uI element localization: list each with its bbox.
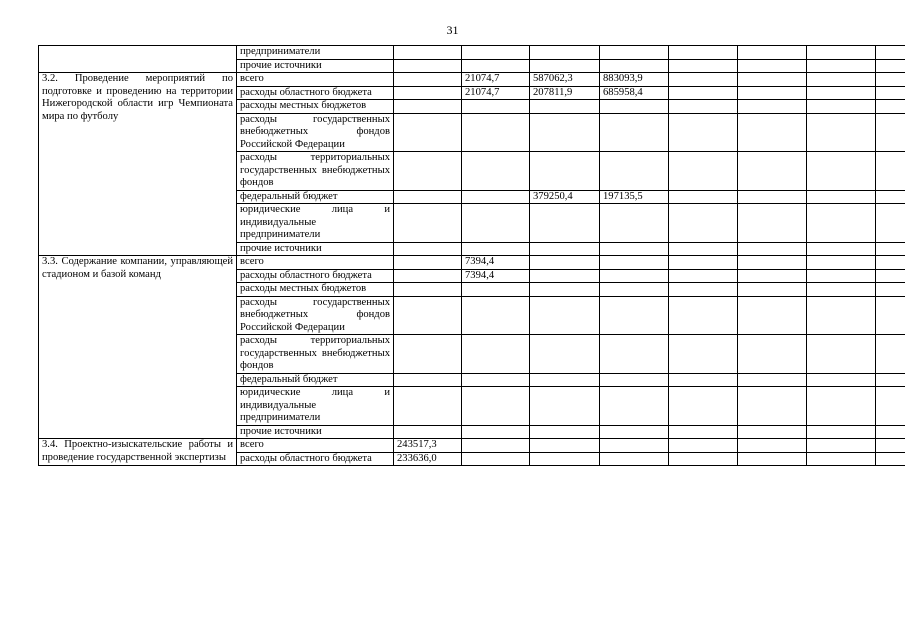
value-cell: [394, 100, 462, 114]
value-cell: [394, 113, 462, 152]
value-cell: [600, 59, 669, 73]
funding-source-cell: расходы местных бюджетов: [237, 100, 394, 114]
budget-table-body: [39, 46, 905, 466]
value-cell: [669, 283, 738, 297]
value-cell: [807, 242, 876, 256]
value-cell: [669, 296, 738, 335]
value-cell: [876, 256, 905, 270]
funding-source-cell: расходы государственных внебюджетных фондов Российской Федерации: [237, 296, 394, 335]
value-cell: [738, 204, 807, 243]
value-cell: 21074,7: [462, 86, 530, 100]
value-cell: [876, 86, 905, 100]
value-cell: [600, 46, 669, 60]
table-row: [39, 256, 905, 270]
activity-cell: 3.4. Проектно-изыскательские работы и проведение государственной экспертизы: [39, 439, 237, 466]
value-cell: [876, 204, 905, 243]
funding-source-cell: юридические лица и индивидуальные предприниматели: [237, 387, 394, 426]
value-cell: [738, 425, 807, 439]
value-cell: 7394,4: [462, 269, 530, 283]
value-cell: [530, 100, 600, 114]
value-cell: [530, 439, 600, 453]
value-cell: [394, 256, 462, 270]
value-cell: [738, 190, 807, 204]
funding-source-cell: расходы государственных внебюджетных фондов Российской Федерации: [237, 113, 394, 152]
value-cell: 207811,9: [530, 86, 600, 100]
value-cell: [807, 269, 876, 283]
funding-source-cell: расходы территориальных государственных внебюджетных фондов: [237, 335, 394, 374]
value-cell: [738, 452, 807, 466]
value-cell: 243517,3: [394, 439, 462, 453]
value-cell: [876, 425, 905, 439]
value-cell: [462, 335, 530, 374]
value-cell: [669, 269, 738, 283]
value-cell: [738, 113, 807, 152]
value-cell: [669, 100, 738, 114]
value-cell: [600, 100, 669, 114]
value-cell: [876, 283, 905, 297]
funding-source-cell: всего: [237, 439, 394, 453]
value-cell: [462, 190, 530, 204]
value-cell: [807, 152, 876, 191]
value-cell: [394, 190, 462, 204]
value-cell: [807, 296, 876, 335]
value-cell: [738, 387, 807, 426]
value-cell: [669, 86, 738, 100]
value-cell: [738, 86, 807, 100]
value-cell: 233636,0: [394, 452, 462, 466]
value-cell: [530, 152, 600, 191]
funding-source-cell: прочие источники: [237, 425, 394, 439]
value-cell: [876, 296, 905, 335]
value-cell: [669, 46, 738, 60]
value-cell: [807, 452, 876, 466]
value-cell: [600, 439, 669, 453]
funding-source-cell: всего: [237, 256, 394, 270]
table-row: [39, 73, 905, 87]
value-cell: [530, 283, 600, 297]
value-cell: [876, 387, 905, 426]
value-cell: [600, 283, 669, 297]
value-cell: [600, 113, 669, 152]
value-cell: [876, 373, 905, 387]
value-cell: [600, 296, 669, 335]
value-cell: 197135,5: [600, 190, 669, 204]
value-cell: [876, 73, 905, 87]
funding-source-cell: расходы областного бюджета: [237, 452, 394, 466]
funding-source-cell: прочие источники: [237, 242, 394, 256]
value-cell: [394, 269, 462, 283]
value-cell: [600, 425, 669, 439]
value-cell: 883093,9: [600, 73, 669, 87]
value-cell: [807, 335, 876, 374]
value-cell: [530, 269, 600, 283]
value-cell: [738, 242, 807, 256]
value-cell: [530, 204, 600, 243]
value-cell: [462, 373, 530, 387]
funding-source-cell: расходы областного бюджета: [237, 269, 394, 283]
value-cell: [600, 452, 669, 466]
value-cell: [807, 283, 876, 297]
value-cell: [738, 269, 807, 283]
value-cell: [876, 439, 905, 453]
value-cell: [876, 100, 905, 114]
value-cell: [394, 242, 462, 256]
value-cell: [462, 242, 530, 256]
value-cell: [738, 73, 807, 87]
value-cell: [876, 113, 905, 152]
value-cell: [738, 439, 807, 453]
value-cell: [530, 113, 600, 152]
value-cell: [807, 100, 876, 114]
value-cell: [394, 335, 462, 374]
funding-source-cell: федеральный бюджет: [237, 373, 394, 387]
budget-table: [38, 45, 905, 466]
value-cell: [600, 256, 669, 270]
value-cell: [807, 373, 876, 387]
funding-source-cell: расходы областного бюджета: [237, 86, 394, 100]
value-cell: [876, 452, 905, 466]
value-cell: [669, 190, 738, 204]
value-cell: [738, 373, 807, 387]
value-cell: [600, 152, 669, 191]
value-cell: 587062,3: [530, 73, 600, 87]
value-cell: [530, 296, 600, 335]
value-cell: [462, 204, 530, 243]
value-cell: [669, 387, 738, 426]
table-row: [39, 46, 905, 60]
value-cell: [807, 387, 876, 426]
value-cell: [807, 425, 876, 439]
value-cell: [394, 283, 462, 297]
value-cell: [394, 152, 462, 191]
value-cell: [876, 269, 905, 283]
funding-source-cell: юридические лица и индивидуальные предприниматели: [237, 204, 394, 243]
value-cell: [876, 46, 905, 60]
value-cell: [738, 46, 807, 60]
value-cell: [807, 73, 876, 87]
value-cell: [738, 296, 807, 335]
value-cell: [462, 439, 530, 453]
value-cell: [462, 296, 530, 335]
funding-source-cell: федеральный бюджет: [237, 190, 394, 204]
funding-source-cell: расходы местных бюджетов: [237, 283, 394, 297]
value-cell: [462, 152, 530, 191]
value-cell: [807, 86, 876, 100]
value-cell: [394, 296, 462, 335]
value-cell: [462, 425, 530, 439]
value-cell: [462, 46, 530, 60]
table-row: [39, 439, 905, 453]
value-cell: [394, 373, 462, 387]
value-cell: [669, 452, 738, 466]
value-cell: [669, 73, 738, 87]
page-number: 31: [446, 23, 459, 37]
value-cell: [669, 152, 738, 191]
value-cell: [669, 242, 738, 256]
value-cell: [669, 439, 738, 453]
value-cell: [669, 256, 738, 270]
funding-source-cell: всего: [237, 73, 394, 87]
value-cell: [530, 387, 600, 426]
value-cell: [394, 59, 462, 73]
value-cell: [669, 373, 738, 387]
value-cell: [394, 204, 462, 243]
value-cell: [738, 256, 807, 270]
value-cell: [876, 335, 905, 374]
value-cell: 379250,4: [530, 190, 600, 204]
value-cell: [669, 113, 738, 152]
activity-cell: [39, 46, 237, 73]
value-cell: [600, 373, 669, 387]
value-cell: [600, 269, 669, 283]
value-cell: 7394,4: [462, 256, 530, 270]
value-cell: [394, 73, 462, 87]
value-cell: [807, 113, 876, 152]
value-cell: [530, 242, 600, 256]
value-cell: [394, 46, 462, 60]
value-cell: [530, 373, 600, 387]
value-cell: [738, 59, 807, 73]
value-cell: [462, 452, 530, 466]
value-cell: [876, 190, 905, 204]
funding-source-cell: прочие источники: [237, 59, 394, 73]
value-cell: [876, 242, 905, 256]
activity-cell: 3.2. Проведение мероприятий по подготовке и проведению на территории Нижегородской области игр Чемпионата мира по футболу: [39, 73, 237, 256]
value-cell: [530, 335, 600, 374]
activity-cell: 3.3. Содержание компании, управляющей стадионом и базой команд: [39, 256, 237, 439]
value-cell: [807, 256, 876, 270]
value-cell: [462, 387, 530, 426]
value-cell: [807, 46, 876, 60]
value-cell: [600, 204, 669, 243]
value-cell: [876, 59, 905, 73]
value-cell: [807, 204, 876, 243]
value-cell: [738, 335, 807, 374]
value-cell: [807, 439, 876, 453]
value-cell: [462, 59, 530, 73]
value-cell: [530, 59, 600, 73]
value-cell: [738, 283, 807, 297]
value-cell: [738, 152, 807, 191]
value-cell: [600, 387, 669, 426]
value-cell: [807, 190, 876, 204]
value-cell: [876, 152, 905, 191]
value-cell: [394, 387, 462, 426]
value-cell: [394, 86, 462, 100]
value-cell: [462, 100, 530, 114]
value-cell: [669, 204, 738, 243]
funding-source-cell: расходы территориальных государственных внебюджетных фондов: [237, 152, 394, 191]
value-cell: [600, 335, 669, 374]
value-cell: [530, 425, 600, 439]
value-cell: [530, 256, 600, 270]
value-cell: [530, 46, 600, 60]
value-cell: [738, 100, 807, 114]
value-cell: [530, 452, 600, 466]
value-cell: [600, 242, 669, 256]
value-cell: [807, 59, 876, 73]
value-cell: [394, 425, 462, 439]
value-cell: [462, 283, 530, 297]
value-cell: [669, 425, 738, 439]
value-cell: 685958,4: [600, 86, 669, 100]
value-cell: [669, 59, 738, 73]
value-cell: [462, 113, 530, 152]
value-cell: [669, 335, 738, 374]
funding-source-cell: предприниматели: [237, 46, 394, 60]
value-cell: 21074,7: [462, 73, 530, 87]
